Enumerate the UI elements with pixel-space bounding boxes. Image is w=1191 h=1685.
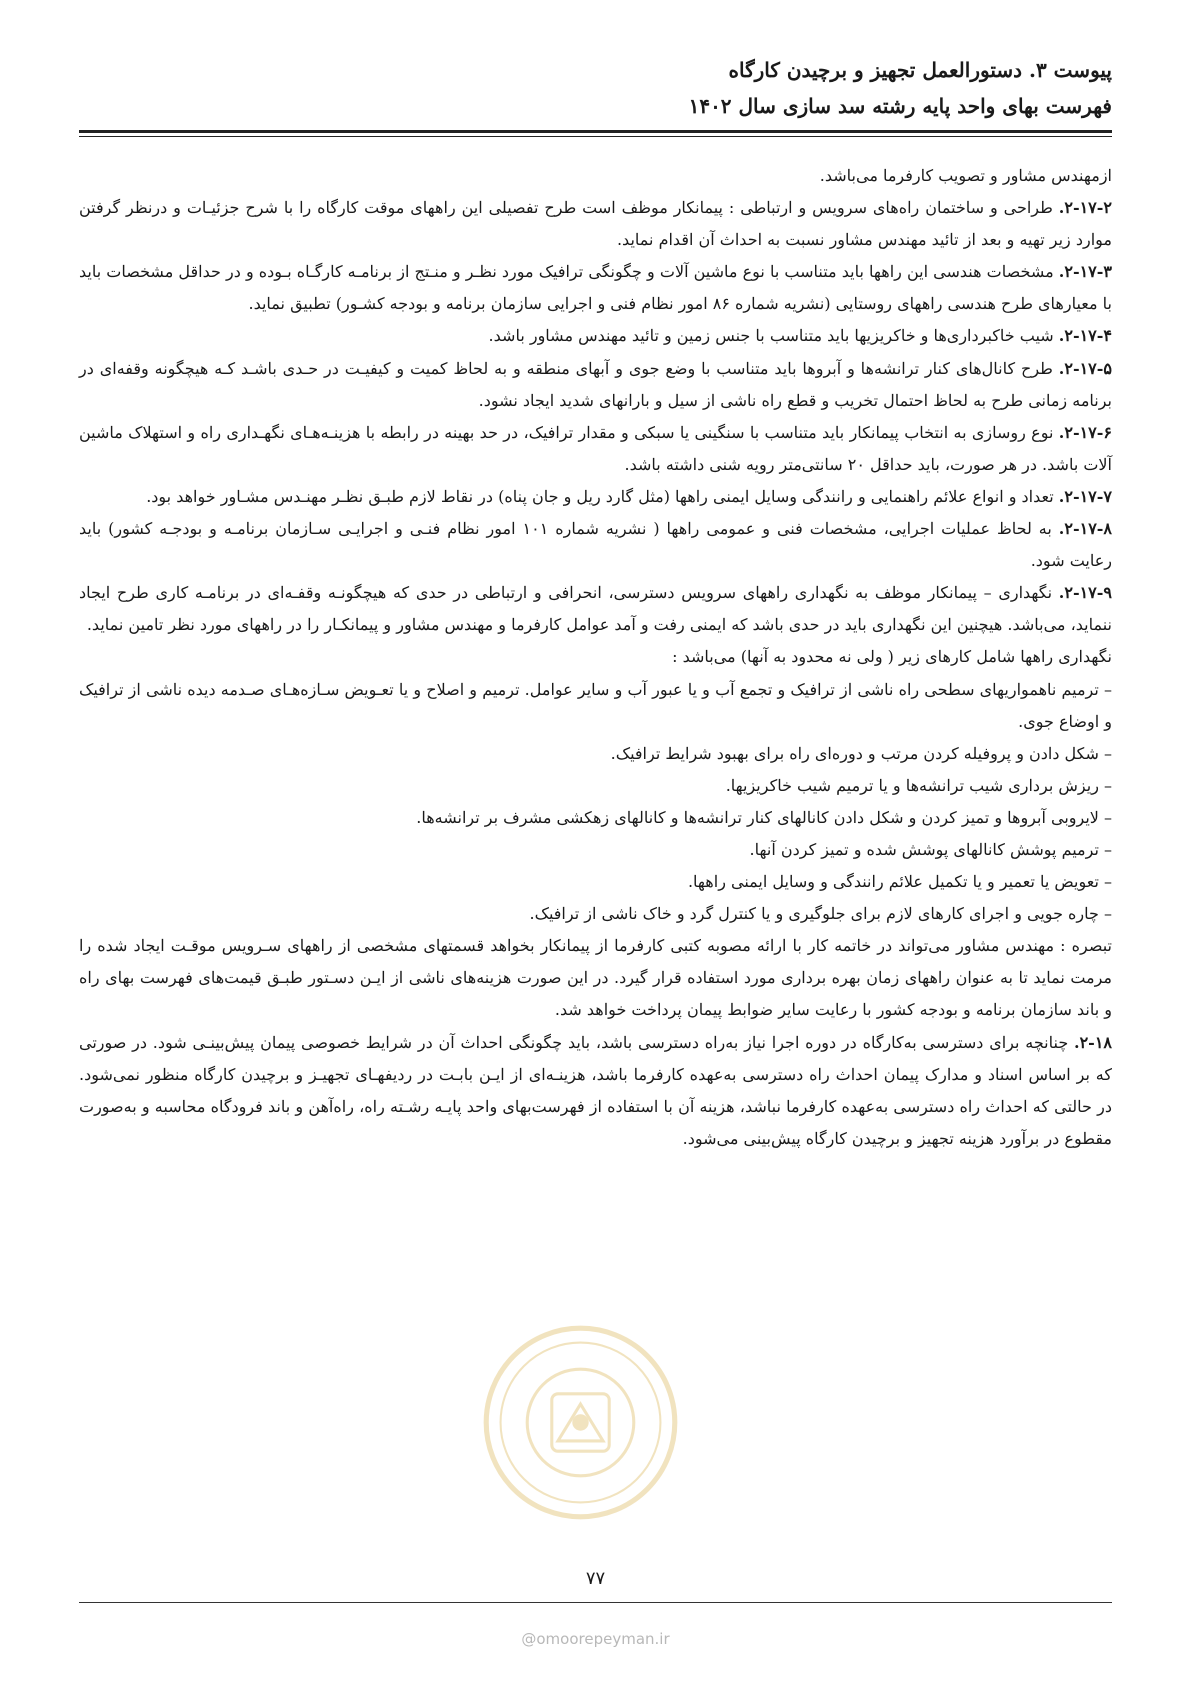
clause-number: ۲-۱۷-۸. xyxy=(1058,519,1113,539)
page-number: ۷۷ xyxy=(585,1568,606,1589)
clause-number: ۲-۱۷-۲. xyxy=(1058,198,1112,218)
paragraph: ۲-۱۷-۹. نگهداری – پیمانکار موظف به نگهداری راههای سرویس دسترسی، انحرافی و ارتباطی در حدی که هیچگونـه وقفـه‌ای در برنامـه کاری طرح ایجاد ننماید، می‌باشد. هیچنین این نگهداری باید در حدی باشد که ایمنی رفت و آمد عوامل کارفرما و مهندس مشاور و پیمانکـار را در راههای مورد نظر تامین نماید. xyxy=(79,583,1112,635)
header-rule-thick xyxy=(79,130,1112,133)
list-item: – لایروبی آبروها و تمیز کردن و شکل دادن کانالهای کنار ترانشه‌ها و کانالهای زهکشی مشرف بر ترانشه‌ها. xyxy=(416,807,1112,827)
paragraph: ۲-۱۷-۵. طرح کانال‌های کنار ترانشه‌ها و آبروها باید متناسب با وضع جوی و آبهای منطقه و به لحاظ کمیت و کیفیـت در حـدی باشـد کـه هیچگونه وقفه‌ای در برنامه زمانی طرح به لحاظ احتمال تخریب و قطع راه ناشی از سیل و بارانهای شدید ایجاد نشود. xyxy=(79,358,1112,410)
body-text xyxy=(79,160,1112,1155)
list-item: – تعویض یا تعمیر و یا تکمیل علائم رانندگی و وسایل ایمنی راهها. xyxy=(687,872,1112,892)
paragraph: ۲-۱۷-۴. شیب خاکبرداری‌ها و خاکریزیها باید متناسب با جنس زمین و تائید مهندس مشاور باشد. xyxy=(488,326,1112,346)
clause-number: ۲-۱۸. xyxy=(1074,1032,1112,1052)
clause-number: ۲-۱۷-۴. xyxy=(1058,326,1112,346)
note-paragraph: تبصره : مهندس مشاور می‌تواند در خاتمه کار با ارائه مصوبه کتبی کارفرما از پیمانکار بخواهد قسمتهای مشخصی از راههای سـرویس موقـت ایجاد شده را مرمت نماید تا به عنوان راههای زمان بهره برداری مورد استفاده قرار گیرد. در این صورت هزینه‌های ناشی از ایـن دسـتور طبـق قیمت‌های فهرست بهای راه و باند سازمان برنامه و بودجه کشور با رعایت سایر ضوابط پیمان پرداخت خواهد شد. xyxy=(79,936,1112,1020)
paragraph: ۲-۱۷-۶. نوع روسازی به انتخاب پیمانکار باید متناسب با سنگینی یا سبکی و مقدار ترافیک، در حد بهینه در رابطه با هزینـه‌هـای نگهـداری راه و استهلاک ماشین آلات باشد. در هر صورت، باید حداقل ۲۰ سانتی‌متر رویه شنی داشته باشد. xyxy=(79,422,1112,474)
header-subtitle: فهرست بهای واحد پایه رشته سد سازی سال ۱۴۰۲ xyxy=(688,94,1112,118)
footer-rule xyxy=(79,1602,1112,1603)
paragraph: ۲-۱۷-۷. تعداد و انواع علائم راهنمایی و رانندگی وسایل ایمنی راهها (مثل گارد ریل و جان پناه) در نقاط لازم طبـق نظـر مهنـدس مشـاور خواهد بود. xyxy=(146,486,1112,506)
paragraph: ۲-۱۷-۲. طراحی و ساختمان راه‌های سرویس و ارتباطی : پیمانکار موظف است طرح تفصیلی این راههای موقت کارگاه را با شرح جزئیـات و درنظر گرفتن موارد زیر تهیه و بعد از تائید مهندس مشاور نسبت به احداث آن اقدام نماید. xyxy=(79,198,1112,250)
list-item: – ترمیم ناهمواریهای سطحی راه ناشی از ترافیک و تجمع آب و یا عبور آب و سایر عوامل. ترمیم و اصلاح و یا تعـویض سـازه‌هـای صـدمه دیده ناشی از ترافیک و اوضاع جوی. xyxy=(79,679,1112,731)
page-header xyxy=(82,52,1112,124)
list-item: – ریزش برداری شیب ترانشه‌ها و یا ترمیم شیب خاکریزیها. xyxy=(725,775,1112,795)
clause-number: ۲-۱۷-۳. xyxy=(1058,262,1112,282)
paragraph: ۲-۱۷-۳. مشخصات هندسی این راهها باید متناسب با نوع ماشین آلات و چگونگی ترافیک مورد نظـر و منـتج از برنامـه کارگـاه بـوده و در حداقل مشخصات باید با معیارهای طرح هندسی راههای روستایی (نشریه شماره ۸۶ امور نظام فنی و اجرایی سازمان برنامه و بودجه کشـور) تطبیق نماید. xyxy=(79,262,1112,314)
paragraph: نگهداری راهها شامل کارهای زیر ( ولی نه محدود به آنها) می‌باشد : xyxy=(672,647,1112,667)
clause-number: ۲-۱۷-۹. xyxy=(1058,583,1112,603)
clause-number: ۲-۱۷-۶. xyxy=(1058,422,1112,442)
list-item: – چاره جویی و اجرای کارهای لازم برای جلوگیری و یا کنترل گرد و خاک ناشی از ترافیک. xyxy=(529,904,1112,924)
website-watermark: @omoorepeyman.ir xyxy=(521,1630,670,1648)
header-rule-thin xyxy=(79,136,1112,137)
paragraph: ۲-۱۸. چنانچه برای دسترسی به‌کارگاه در دوره اجرا نیاز به‌راه دسترسی باشد، باید چگونگی احداث آن در شرایط خصوصی پیمان پیش‌بینـی شود. در صورتی که بر اساس اسناد و مدارک پیمان احداث راه دسترسی به‌عهده کارفرما باشد، هزینـه‌ای از ایـن بابـت در ردیفهـای تجهیـز و برچیدن کارگاه منظور نمی‌شود. در حالتی که احداث راه دسترسی به‌عهده کارفرما نباشد، هزینه آن با استفاده از فهرست‌بهای واحد پایـه رشـته راه، راه‌آهن و باند فرودگاه محاسبه و به‌صورت مقطوع در برآورد هزینه تجهیز و برچیدن کارگاه پیش‌بینی می‌شود. xyxy=(79,1032,1112,1148)
list-item: – شکل دادن و پروفیله کردن مرتب و دوره‌ای راه برای بهبود شرایط ترافیک. xyxy=(610,743,1112,763)
clause-number: ۲-۱۷-۵. xyxy=(1058,358,1112,378)
paragraph: ۲-۱۷-۸. به لحاظ عملیات اجرایی، مشخصات فنی و عمومی راهها ( نشریه شماره ۱۰۱ امور نظام فنـی و اجرایـی سـازمان برنامـه و بودجـه کشور) باید رعایت شود. xyxy=(79,519,1113,571)
seal-logo-icon xyxy=(478,1320,683,1525)
list-item: – ترمیم پوشش کانالهای پوشش شده و تمیز کردن آنها. xyxy=(749,839,1112,859)
paragraph: ازمهندس مشاور و تصویب کارفرما می‌باشد. xyxy=(819,166,1112,185)
clause-number: ۲-۱۷-۷. xyxy=(1058,486,1112,506)
header-title: پیوست ۳. دستورالعمل تجهیز و برچیدن کارگاه xyxy=(728,58,1112,82)
